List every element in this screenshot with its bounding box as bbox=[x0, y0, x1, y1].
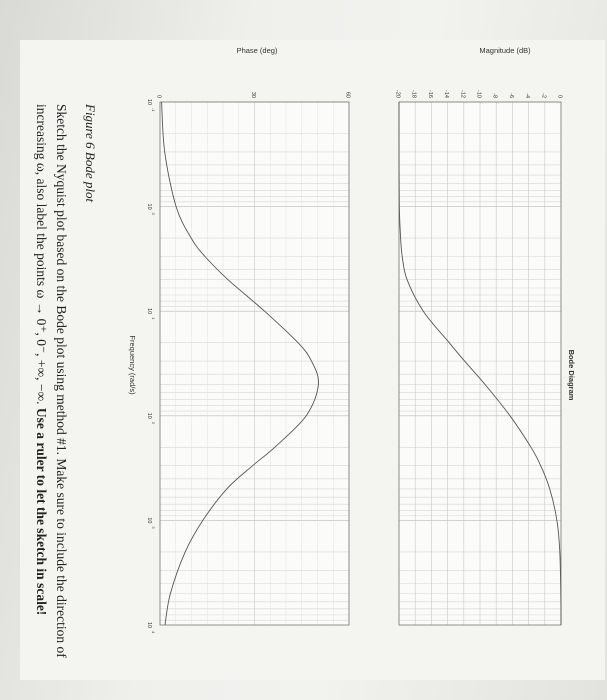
x-tick-label: 10 bbox=[146, 98, 152, 106]
x-tick-label: 10 bbox=[146, 203, 152, 210]
phase-panel bbox=[146, 92, 351, 634]
x-tick-label: 10 bbox=[146, 308, 152, 315]
y-tick-label: 0 bbox=[556, 94, 563, 98]
instruction-line-2 bbox=[33, 104, 49, 615]
x-tick-label: 10 bbox=[146, 621, 152, 629]
phase-axis-label: Phase (deg) bbox=[236, 46, 278, 55]
y-tick-label: -18 bbox=[410, 90, 417, 98]
y-tick-label: -14 bbox=[443, 90, 450, 98]
x-tick-exponent: -1 bbox=[151, 108, 156, 112]
instruction-bold-text: Use a ruler to let the sketch in scale! bbox=[34, 407, 49, 616]
instruction-line-1: Sketch the Nyquist plot based on the Bode plot using method #1. Make sure to include the direction of bbox=[54, 104, 69, 658]
magnitude-panel bbox=[395, 90, 563, 625]
magnitude-axis-label: Magnitude (dB) bbox=[479, 46, 531, 55]
x-axis-label: Frequency (rad/s) bbox=[128, 335, 137, 395]
chart-title: Bode Diagram bbox=[567, 349, 576, 401]
x-tick-exponent: 3 bbox=[151, 526, 156, 529]
bode-plot bbox=[105, 40, 585, 640]
y-tick-label: -20 bbox=[394, 90, 401, 98]
x-tick-label: 10 bbox=[146, 517, 152, 524]
y-tick-label: 30 bbox=[250, 91, 256, 98]
y-tick-label: -6 bbox=[507, 93, 514, 98]
y-tick-label: -10 bbox=[475, 90, 482, 98]
x-tick-exponent: 1 bbox=[151, 317, 156, 320]
y-tick-label: -8 bbox=[491, 93, 498, 98]
rotated-page bbox=[0, 40, 585, 658]
y-tick-label: 60 bbox=[344, 91, 351, 98]
y-tick-label: 0 bbox=[155, 94, 162, 98]
y-tick-label: -12 bbox=[459, 90, 466, 98]
x-tick-exponent: 2 bbox=[151, 421, 156, 425]
y-tick-label: -2 bbox=[540, 93, 547, 98]
y-tick-label: -4 bbox=[524, 93, 531, 98]
x-tick-exponent: 0 bbox=[151, 212, 156, 215]
instruction-text: increasing ω, also label the points ω → 0⁺, 0⁻, +∞, −∞. bbox=[34, 104, 49, 405]
figure-caption: Figure 6 Bode plot bbox=[83, 104, 98, 203]
x-tick-label: 10 bbox=[146, 412, 152, 419]
y-tick-label: -16 bbox=[426, 90, 433, 98]
x-tick-exponent: 4 bbox=[151, 631, 156, 634]
